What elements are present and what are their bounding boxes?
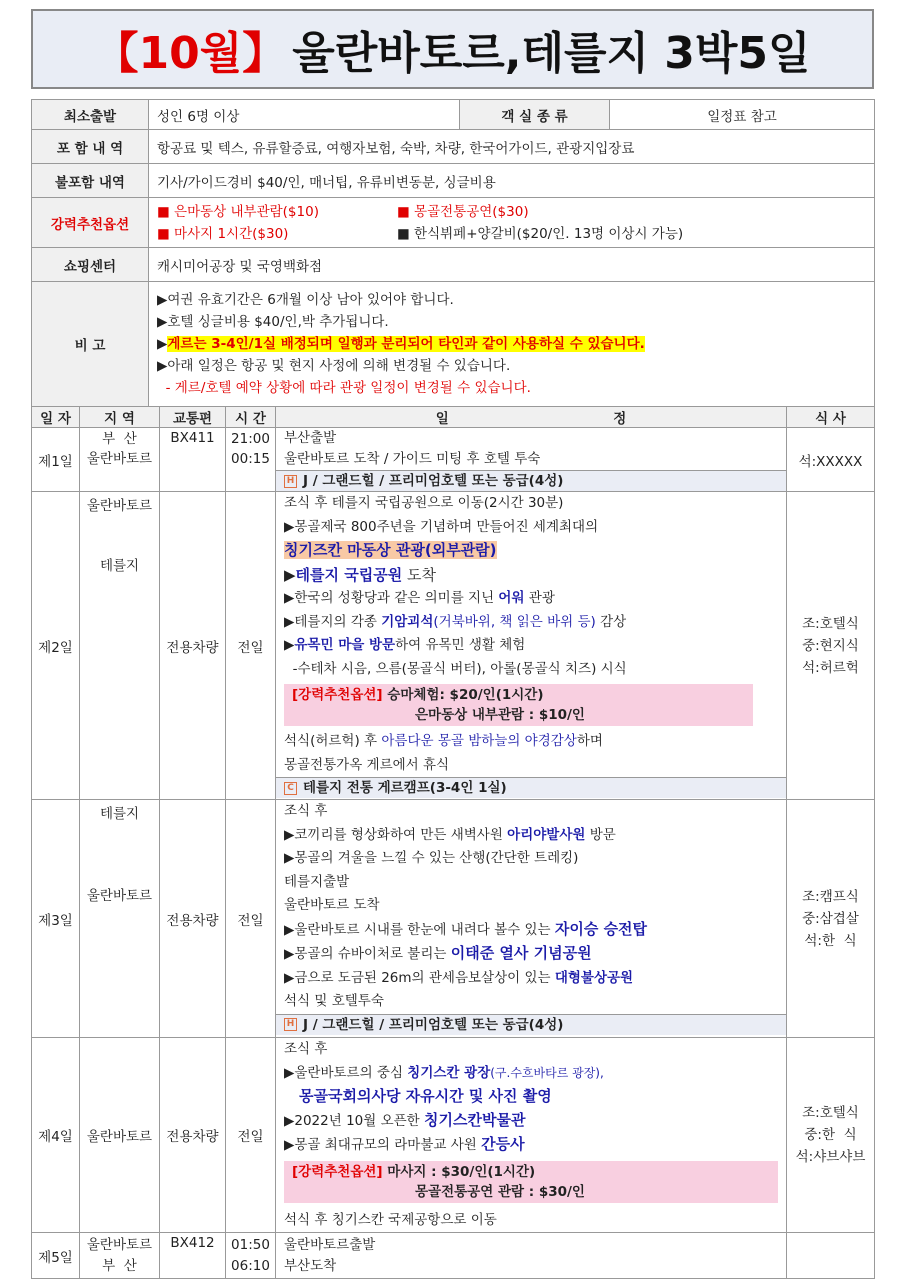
day-4-meal: 조:호텔식 중:한 식 석:샤브샤브 [787,1038,875,1233]
day-2-camp: C 테를지 전통 게르캠프(3-4인 1실) [276,777,786,798]
day-2-option-box: [강력추천옵션] 승마체험: $20/인(1시간) 은마동상 내부관람 : $10/인 [284,684,753,726]
day-3-meal: 조:캠프식 중:삼겹살 석:한 식 [787,800,875,1038]
day-4-itinerary: 조식 후 ▶울란바토르의 중심 칭기스칸 광장(구.수흐바타르 광장), 몽골국회의사당 자유시간 및 사진 촬영 ▶2022년 10월 오픈한 칭기스칸박물관 ▶몽골 최대규모의 라마불교 사원 간등사 [강력추천옵션] 마사지 : $30/인(1시간) 몽골전통공연 관람 : $30/인 석식 후 칭기스칸 국제공항으로 이동 [276,1038,787,1233]
title-month: 【10월】 [94,28,287,79]
option-4: ■ 한식뷔페+양갈비($20/인. 13명 이상시 가능) [397,225,684,242]
day-4-time: 전일 [226,1038,276,1233]
day-5-meal [787,1233,875,1279]
day-5-row [32,1233,875,1279]
col-region: 지 역 [80,407,160,428]
camp-icon: C [284,782,297,795]
min-departure-value: 성인 6명 이상 [149,100,460,130]
day-3-region: 테를지 울란바토르 [80,800,160,1038]
info-table [31,99,875,407]
day-2-label: 제2일 [32,492,80,800]
day-4-row [32,1038,875,1233]
title-text: 울란바토르,테를지 3박5일 [292,28,811,79]
note-4: ▶아래 일정은 항공 및 현지 사정에 의해 변경될 수 있습니다. [157,358,511,374]
col-meal: 식 사 [787,407,875,428]
notes-value [149,282,875,407]
day-4-label: 제4일 [32,1038,80,1233]
schedule-table [31,406,875,1279]
day-4-region: 울란바토르 [80,1038,160,1233]
hotel-icon: H [284,475,297,488]
excluded-value: 기사/가이드경비 $40/인, 매너팁, 유류비변동분, 싱글비용 [149,164,875,198]
note-3-highlight: 게르는 3-4인/1실 배정되며 일행과 분리되어 타인과 같이 사용하실 수 있습니다. [167,336,645,352]
day-4-option-box: [강력추천옵션] 마사지 : $30/인(1시간) 몽골전통공연 관람 : $30/인 [284,1161,778,1203]
option-1: ■ 은마동상 내부관람($10) [157,203,319,220]
room-type-value: 일정표 참고 [610,100,875,130]
day-2-row [32,492,875,800]
day-5-transport: BX412 [160,1233,226,1279]
day-3-row [32,800,875,1038]
day-2-itinerary: 조식 후 테를지 국립공원으로 이동(2시간 30분) ▶몽골제국 800주년을 기념하며 만들어진 세계최대의 칭기즈칸 마동상 관광(외부관람) ▶테를지 국립공원 도착 ▶한국의 성황당과 같은 의미를 지닌 어워 관광 ▶테를지의 각종 기암괴석(거북바위, 책 읽은 바위 등) 감상 ▶유목민 마을 방문하여 유목민 생활 체험 -수테차 시음, 으름(몽골식 버터), 아롤(몽골식 치즈) 시식 [강력추천옵션] 승마체험: $20/인(1시간) 은마동상 내부관람 : $10/인 석식(허르헉) 후 아름다운 몽골 밤하늘의 야경감상하며 몽골전통가옥 게르에서 휴식 C 테를지 전통 게르캠프(3-4인 1실) [276,492,787,800]
day-1-meal: 석:XXXXX [787,428,875,492]
min-departure-label: 최소출발 [32,100,149,130]
options-label: 강력추천옵션 [32,198,149,248]
shopping-label: 쇼핑센터 [32,248,149,282]
day-5-region: 울란바토르 부 산 [80,1233,160,1279]
day-3-label: 제3일 [32,800,80,1038]
day-1-region: 부 산 울란바토르 [80,428,160,492]
option-3: ■ 마사지 1시간($30) [157,225,289,242]
day-3-itinerary: 조식 후 ▶코끼리를 형상화하여 만든 새벽사원 아리야발사원 방문 ▶몽골의 겨울을 느낄 수 있는 산행(간단한 트레킹) 테를지출발 울란바토르 도착 ▶울란바토르 시내를 한눈에 내려다 볼수 있는 자이승 승전탑 ▶몽골의 슈바이처로 불리는 이태준 열사 기념공원 ▶금으로 도금된 26m의 관세음보살상이 있는 대형불상공원 석식 및 호텔투숙 H J / 그랜드힐 / 프리미엄호텔 또는 동급(4성) [276,800,787,1038]
shopping-value: 캐시미어공장 및 국영백화점 [149,248,875,282]
day-1-row [32,428,875,492]
day-1-label: 제1일 [32,428,80,492]
room-type-label: 객 실 종 류 [460,100,610,130]
col-time: 시 간 [226,407,276,428]
day-3-transport: 전용차량 [160,800,226,1038]
day-2-time: 전일 [226,492,276,800]
day-2-region: 울란바토르 테를지 [80,492,160,800]
note-5: - 게르/호텔 예약 상황에 따라 관광 일정이 변경될 수 있습니다. [157,380,531,396]
day-3-hotel: H J / 그랜드힐 / 프리미엄호텔 또는 동급(4성) [276,1014,786,1035]
included-value: 항공료 및 텍스, 유류할증료, 여행자보험, 숙박, 차량, 한국어가이드, 관광지입장료 [149,130,875,164]
day-1-hotel: H J / 그랜드힐 / 프리미엄호텔 또는 동급(4성) [276,470,786,491]
day-5-label: 제5일 [32,1233,80,1279]
day-1-transport: BX411 [160,428,226,492]
genghis-statue-highlight: 칭기즈칸 마동상 관광(외부관람) [284,541,497,559]
included-label: 포 함 내 역 [32,130,149,164]
day-5-time: 01:50 06:10 [226,1233,276,1279]
day-3-time: 전일 [226,800,276,1038]
day-4-transport: 전용차량 [160,1038,226,1233]
note-1: ▶여권 유효기간은 6개월 이상 남아 있어야 합니다. [157,292,454,308]
day-1-itinerary: 부산출발 울란바토르 도착 / 가이드 미팅 후 호텔 투숙 H J / 그랜드힐 / 프리미엄호텔 또는 동급(4성) [276,428,787,492]
col-itinerary: 일 정 [276,407,787,428]
hotel-icon: H [284,1018,297,1031]
note-2: ▶호텔 싱글비용 $40/인,박 추가됩니다. [157,314,389,330]
col-day: 일 자 [32,407,80,428]
title-banner [31,9,874,89]
day-2-meal: 조:호텔식 중:현지식 석:허르헉 [787,492,875,800]
notes-label: 비 고 [32,282,149,407]
col-transport: 교통편 [160,407,226,428]
options-value [149,198,875,248]
option-2: ■ 몽골전통공연($30) [397,203,529,220]
excluded-label: 불포함 내역 [32,164,149,198]
day-2-transport: 전용차량 [160,492,226,800]
day-1-time: 21:00 00:15 [226,428,276,492]
day-5-itinerary: 울란바토르출발 부산도착 [276,1233,787,1279]
note-3: ▶게르는 3-4인/1실 배정되며 일행과 분리되어 타인과 같이 사용하실 수 있습니다. [157,336,645,352]
